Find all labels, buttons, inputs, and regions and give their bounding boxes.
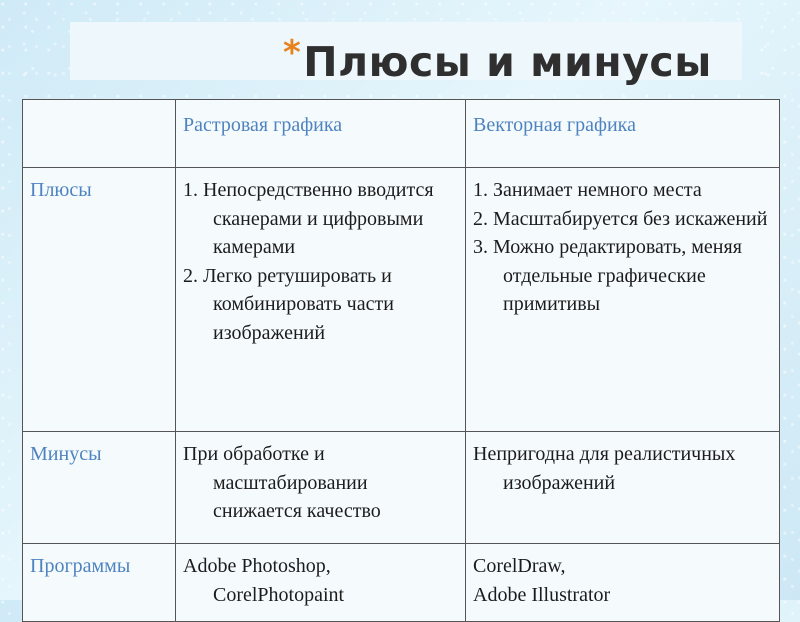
cell-raster-pros (176, 168, 466, 432)
cell-vector-pros (466, 168, 780, 432)
row-label-pros: Плюсы (23, 168, 176, 432)
comparison-table (22, 99, 780, 622)
header-vector: Векторная графика (466, 100, 780, 168)
list-item: При обработке и масштабировании снижается качество (183, 443, 381, 522)
slide-title (283, 33, 712, 86)
cell-raster-cons (176, 432, 466, 544)
list-item: 1. Занимает немного места (473, 179, 702, 201)
table-row-cons (23, 432, 780, 544)
row-label-programs: Программы (23, 544, 176, 622)
table-header-row (23, 100, 780, 168)
table-row-pros (23, 168, 780, 432)
header-empty-cell (23, 100, 176, 168)
table-row-programs (23, 544, 780, 622)
list-item: Adobe Illustrator (473, 583, 611, 606)
list-item: 2. Масштабируется без искажений (473, 207, 768, 230)
header-raster: Растровая графика (176, 100, 466, 168)
row-label-cons: Минусы (23, 432, 176, 544)
list-item: 2. Легко ретушировать и комбинировать части изображений (183, 264, 394, 344)
cell-raster-programs (176, 544, 466, 622)
list-item: Непригодна для реалистичных изображений (473, 443, 736, 494)
list-item: Adobe Photoshop, CorelPhotopaint (183, 555, 345, 606)
title-asterisk: * (283, 33, 302, 73)
list-item: CorelDraw, (473, 555, 566, 577)
list-item: 1. Непосредственно вводится сканерами и цифровыми камерами (183, 179, 434, 258)
list-item: 3. Можно редактировать, меняя отдельные графические примитивы (473, 236, 742, 315)
cell-vector-cons (466, 432, 780, 544)
cell-vector-programs (466, 544, 780, 622)
slide-title-text: Плюсы и минусы (303, 38, 712, 86)
